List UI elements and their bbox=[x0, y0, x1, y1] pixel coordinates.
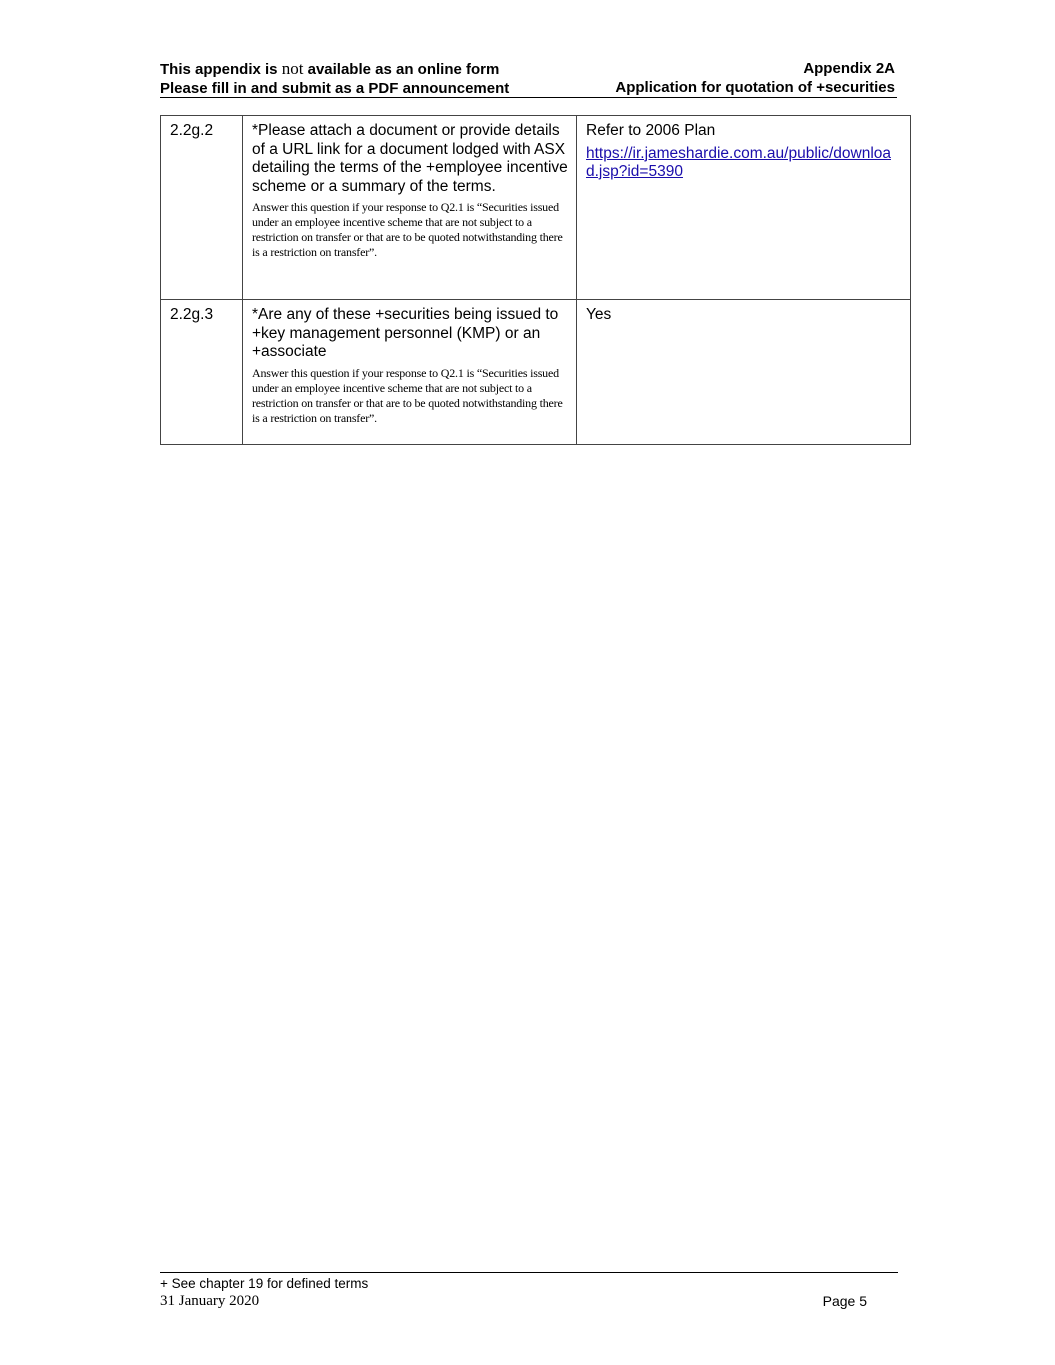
answer-text: Yes bbox=[586, 306, 612, 323]
header-left-line1 bbox=[160, 59, 509, 79]
answer-cell bbox=[577, 300, 911, 445]
table-row bbox=[161, 300, 911, 445]
page-header bbox=[160, 59, 897, 98]
header-left bbox=[160, 59, 509, 98]
appendix-subtitle: Application for quotation of +securities bbox=[615, 79, 895, 96]
questions-table bbox=[160, 115, 911, 445]
header-right bbox=[615, 59, 895, 97]
question-cell bbox=[243, 116, 577, 300]
appendix-title: Appendix 2A bbox=[803, 60, 895, 77]
header-text-part: available as an online form bbox=[303, 61, 500, 78]
question-text: *Are any of these +securities being issued to +key management personnel (KMP) or an +associate bbox=[252, 306, 559, 360]
question-number: 2.2g.2 bbox=[161, 116, 243, 300]
footer-terms-note: + See chapter 19 for defined terms bbox=[160, 1276, 369, 1291]
question-cell bbox=[243, 300, 577, 445]
question-note: Answer this question if your response to Q2.1 is “Securities issued under an employee incentive scheme that are not subject to a restriction on transfer or that are to be quoted notwithstanding there is a restriction on transfer”. bbox=[252, 365, 563, 425]
page-number: Page 5 bbox=[822, 1293, 867, 1309]
table-row bbox=[161, 116, 911, 300]
header-left-line2: Please fill in and submit as a PDF announcement bbox=[160, 80, 510, 97]
question-text: *Please attach a document or provide details of a URL link for a document lodged with ASX detailing the terms of the +employee incentive scheme or a summary of the terms. bbox=[252, 122, 568, 195]
answer-text: Refer to 2006 Plan bbox=[586, 122, 716, 139]
question-number: 2.2g.3 bbox=[161, 300, 243, 445]
header-not-word: not bbox=[281, 59, 304, 78]
footer-date: 31 January 2020 bbox=[160, 1293, 260, 1309]
question-note: Answer this question if your response to Q2.1 is “Securities issued under an employee incentive scheme that are not subject to a restriction on transfer or that are to be quoted notwithstanding there is a restriction on transfer”. bbox=[252, 200, 563, 259]
terms-document-link[interactable]: https://ir.jameshardie.com.au/public/download.jsp?id=5390 bbox=[586, 144, 891, 180]
footer-divider bbox=[160, 1272, 898, 1273]
header-text-part: This appendix is bbox=[160, 61, 282, 78]
answer-cell bbox=[577, 116, 911, 300]
